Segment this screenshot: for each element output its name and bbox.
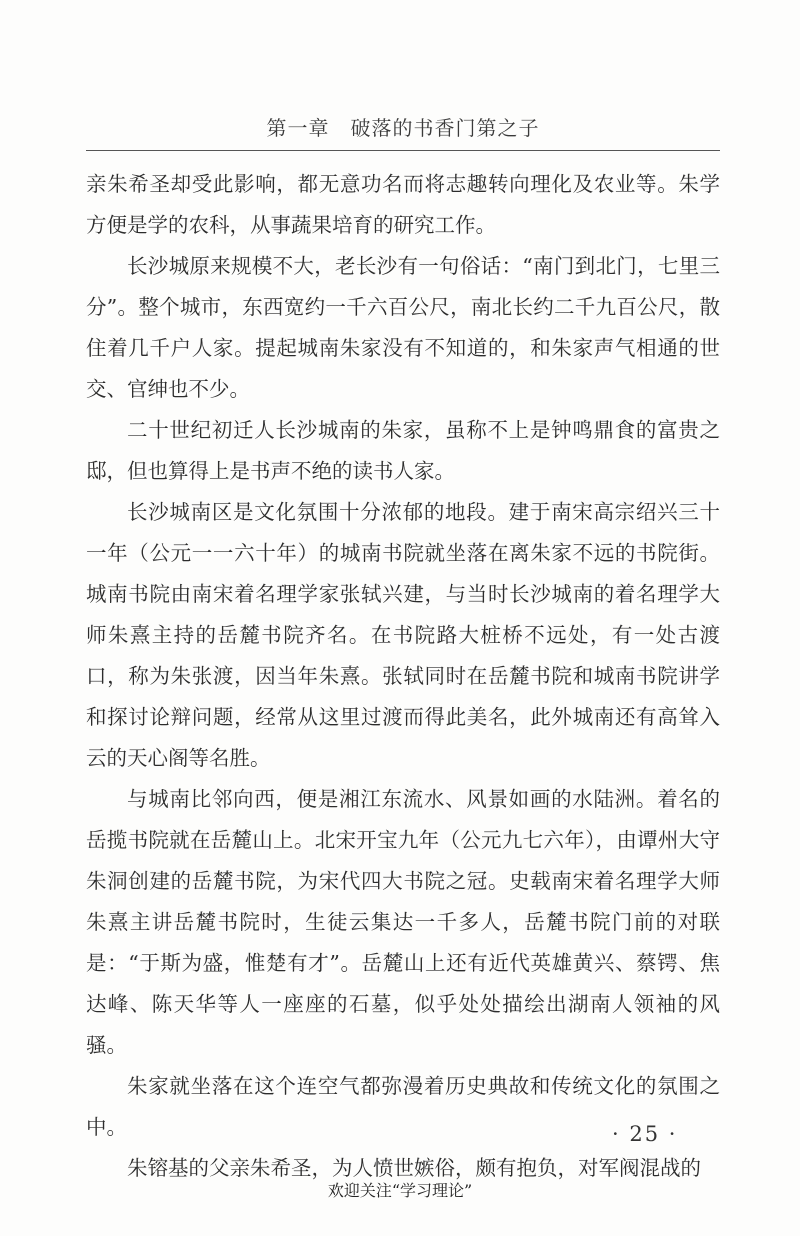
page-number: · 25 · [612, 1122, 678, 1146]
paragraph: 与城南比邻向西，便是湘江东流水、风景如画的水陆洲。着名的岳揽书院就在岳麓山上。北宋开宝九年（公元九七六年），由谭州大守朱洞创建的岳麓书院，为宋代四大书院之冠。史载南宋着名理学大师朱熹主讲岳麓书院时，生徒云集达一千多人，岳麓书院门前的对联是：“于斯为盛，惟楚有才”。岳麓山上还有近代英雄黄兴、蔡锷、焦达峰、陈天华等人一座座的石墓，似乎处处描绘出湖南人领袖的风骚。 [86, 787, 720, 1057]
paragraph: 朱家就坐落在这个连空气都弥漫着历史典故和传统文化的氛围之中。 [86, 1074, 720, 1139]
paragraph: 二十世纪初迁人长沙城南的朱家，虽称不上是钟鸣鼎食的富贵之邸，但也算得上是书声不绝的读书人家。 [86, 418, 720, 483]
paragraph: 朱镕基的父亲朱希圣，为人愤世嫉俗，颇有抱负，对军阀混战的 [127, 1156, 701, 1180]
paragraph: 长沙城原来规模不大，老长沙有一句俗话：“南门到北门，七里三分”。整个城市，东西宽约一千六百公尺，南北长约二千九百公尺，散住着几千户人家。提起城南朱家没有不知道的，和朱家声气相通的世交、官绅也不少。 [86, 254, 720, 401]
body-text [86, 164, 720, 1189]
header-divider [86, 150, 720, 151]
paragraph: 长沙城南区是文化氛围十分浓郁的地段。建于南宋高宗绍兴三十一年（公元一一六十年）的城南书院就坐落在离朱家不远的书院街。城南书院由南宋着名理学家张轼兴建，与当时长沙城南的着名理学大师朱熹主持的岳麓书院齐名。在书院路大桩桥不远处，有一处古渡口，称为朱张渡，因当年朱熹。张轼同时在岳麓书院和城南书院讲学和探讨论辩问题，经常从这里过渡而得此美名，此外城南还有高耸入云的天心阁等名胜。 [86, 500, 720, 770]
footer-caption: 欢迎关注“学习理论” [327, 1181, 473, 1200]
chapter-running-header: 第一章 破落的书香门第之子 [266, 116, 540, 140]
paragraph-continued: 亲朱希圣却受此影响，都无意功名而将志趣转向理化及农业等。朱学方便是学的农科，从事蔬果培育的研究工作。 [86, 172, 720, 237]
